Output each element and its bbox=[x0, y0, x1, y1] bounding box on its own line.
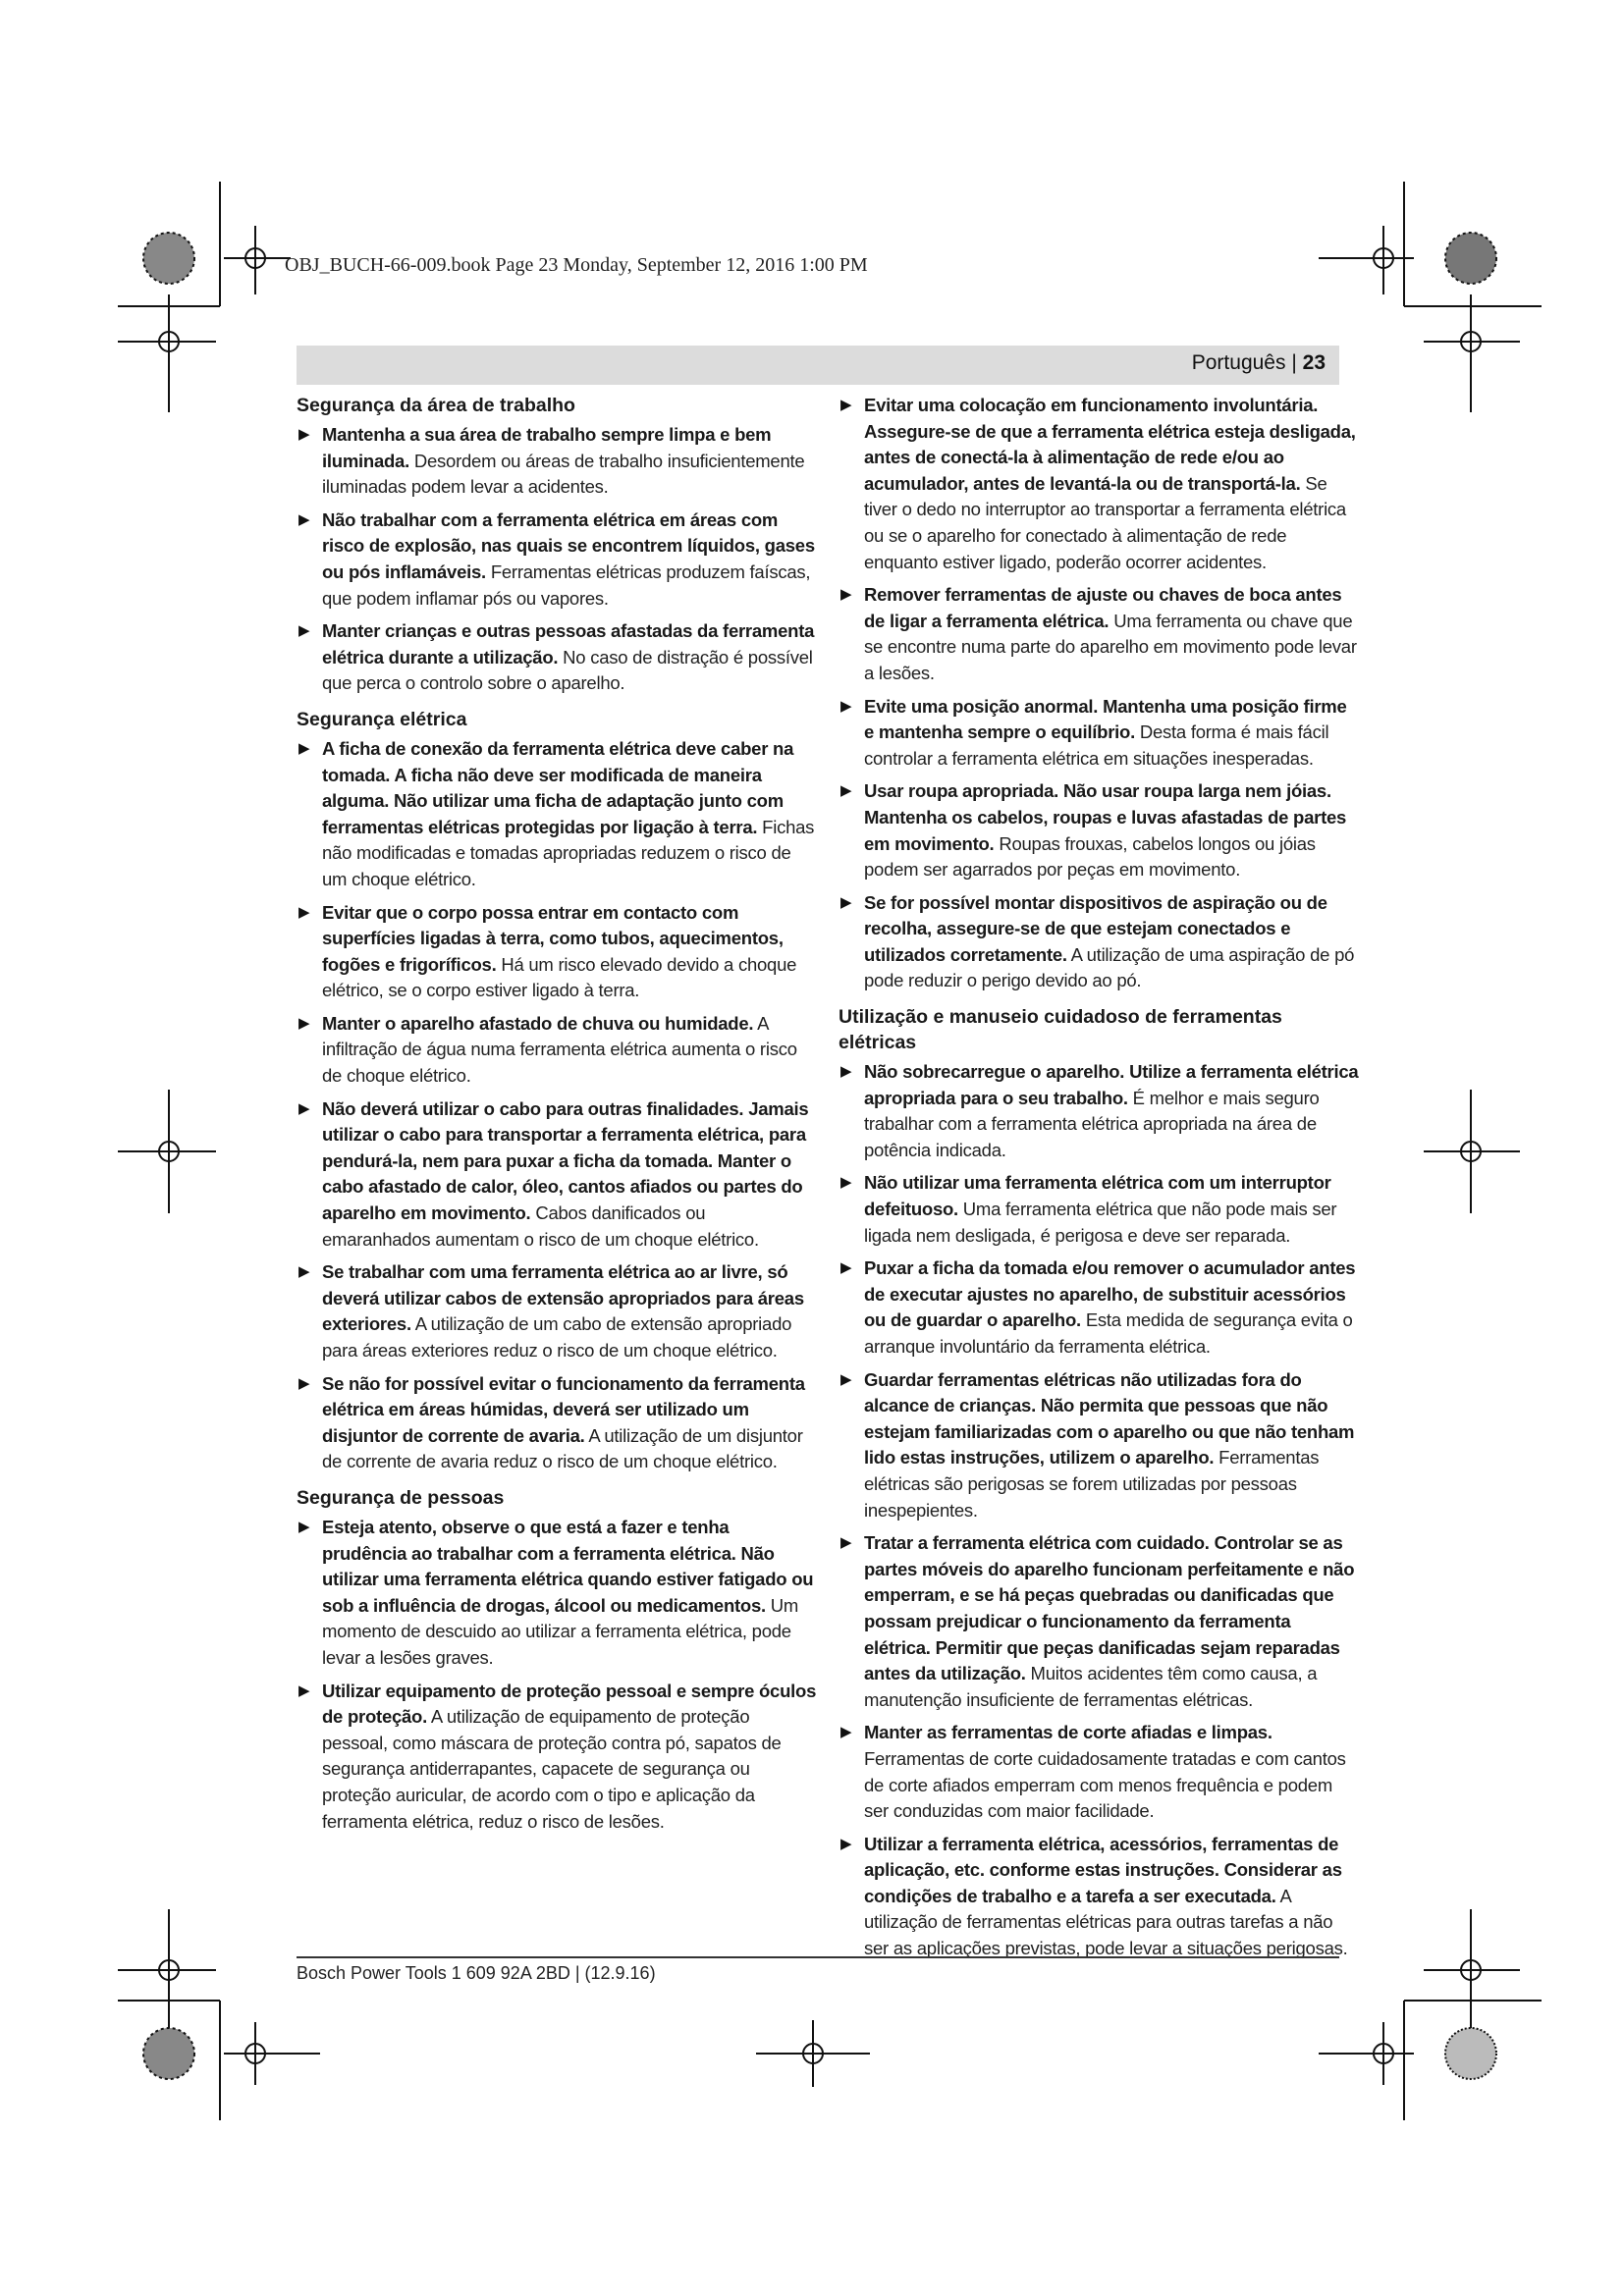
safety-item bbox=[839, 1255, 1359, 1360]
section-title: Segurança elétrica bbox=[297, 708, 467, 730]
item-bold-text: Não sobrecarregue o aparelho. Utilize a ferramenta elétrica apropriada para o seu trabalho. bbox=[864, 1061, 1359, 1108]
item-text: A utilização de um cabo de extensão apropriado para áreas exteriores reduz o risco de um choque elétrico. bbox=[322, 1313, 792, 1361]
item-bold-text: Remover ferramentas de ajuste ou chaves de boca antes de ligar a ferramenta elétrica. bbox=[864, 584, 1342, 631]
safety-item bbox=[297, 900, 817, 1004]
bullet-arrow-icon: ▶ bbox=[298, 1682, 310, 1699]
safety-item bbox=[297, 618, 817, 697]
footer-rule bbox=[297, 1956, 1339, 1958]
item-text: Há um risco elevado devido a choque elétrico, se o corpo estiver ligado à terra. bbox=[322, 953, 797, 1001]
item-text: A utilização de um disjuntor de corrente de avaria reduz o risco de um choque elétrico. bbox=[322, 1424, 803, 1472]
item-bold-text: Manter o aparelho afastado de chuva ou humidade. bbox=[322, 1012, 754, 1034]
safety-item bbox=[297, 736, 817, 893]
item-text: É melhor e mais seguro trabalhar com a ferramenta elétrica apropriada na área de potência indicada. bbox=[864, 1087, 1320, 1160]
item-text: Um momento de descuido ao utilizar a ferramenta elétrica, pode levar a lesões graves. bbox=[322, 1594, 799, 1668]
bullet-arrow-icon: ▶ bbox=[840, 893, 852, 911]
bullet-arrow-icon: ▶ bbox=[840, 1063, 852, 1081]
print-slug: OBJ_BUCH-66-009.book Page 23 Monday, September 12, 2016 1:00 PM bbox=[285, 254, 868, 276]
bullet-arrow-icon: ▶ bbox=[840, 1174, 852, 1192]
safety-item bbox=[297, 1011, 817, 1090]
safety-item bbox=[297, 1259, 817, 1363]
bullet-arrow-icon: ▶ bbox=[298, 622, 310, 640]
bullet-arrow-icon: ▶ bbox=[840, 1370, 852, 1388]
safety-item bbox=[297, 1371, 817, 1475]
bullet-arrow-icon: ▶ bbox=[298, 1374, 310, 1392]
item-text: A utilização de uma aspiração de pó pode reduzir o perigo devido ao pó. bbox=[864, 943, 1355, 991]
item-text: Cabos danificados ou emaranhados aumentam o risco de um choque elétrico. bbox=[322, 1202, 759, 1250]
left-column bbox=[297, 393, 817, 1842]
item-bold-text: Guardar ferramentas elétricas não utilizadas fora do alcance de crianças. Não permita que pessoas que não estejam familiarizadas com o aparelho ou que não tenham lido estas instruções, utilizem o aparelho. bbox=[864, 1368, 1355, 1468]
bullet-arrow-icon: ▶ bbox=[840, 397, 852, 413]
bullet-arrow-icon: ▶ bbox=[298, 1099, 310, 1117]
safety-item bbox=[839, 582, 1359, 686]
item-bold-text: Se trabalhar com uma ferramenta elétrica ao ar livre, só deverá utilizar cabos de extensão apropriados para áreas exteriores. bbox=[322, 1261, 804, 1335]
item-bold-text: Puxar a ficha da tomada e/ou remover o acumulador antes de executar ajustes no aparelho, de substituir acessórios ou de guardar o aparelho. bbox=[864, 1257, 1356, 1331]
bullet-arrow-icon: ▶ bbox=[298, 426, 310, 443]
safety-item bbox=[297, 1515, 817, 1672]
item-text: Desta forma é mais fácil controlar a ferramenta elétrica em situações inesperadas. bbox=[864, 721, 1329, 769]
item-bold-text: Evitar que o corpo possa entrar em contacto com superfícies ligadas à terra, como tubos, aquecimentos, fogões e frigoríficos. bbox=[322, 901, 784, 975]
item-text: Desordem ou áreas de trabalho insuficientemente iluminadas podem levar a acidentes. bbox=[322, 450, 805, 498]
item-bold-text: A ficha de conexão da ferramenta elétrica deve caber na tomada. A ficha não deve ser modificada de maneira alguma. Não utilizar uma ficha de adaptação junto com ferramentas elétricas protegidas por ligação à terra. bbox=[322, 737, 794, 837]
item-bold-text: Evitar uma colocação em funcionamento involuntária. Assegure-se de que a ferramenta elétrica esteja desligada, antes de conectá-la à alimentação de rede e/ou ao acumulador, antes de levantá-la ou de transportá-la. bbox=[864, 395, 1356, 494]
safety-item bbox=[839, 1170, 1359, 1249]
item-bold-text: Manter crianças e outras pessoas afastadas da ferramenta elétrica durante a utilização. bbox=[322, 620, 815, 667]
bullet-arrow-icon: ▶ bbox=[840, 1724, 852, 1741]
bullet-arrow-icon: ▶ bbox=[840, 697, 852, 715]
item-text: Fichas não modificadas e tomadas apropriadas reduzem o risco de um choque elétrico. bbox=[322, 816, 815, 889]
bullet-arrow-icon: ▶ bbox=[298, 1014, 310, 1032]
item-bold-text: Se for possível montar dispositivos de aspiração ou de recolha, assegure-se de que estejam conectados e utilizados corretamente. bbox=[864, 891, 1327, 965]
safety-item bbox=[839, 1059, 1359, 1163]
safety-item bbox=[297, 1096, 817, 1254]
item-text: Muitos acidentes têm como causa, a manutenção insuficiente de ferramentas elétricas. bbox=[864, 1663, 1318, 1710]
item-text: Ferramentas elétricas produzem faíscas, que podem inflamar pós ou vapores. bbox=[322, 561, 811, 609]
safety-item bbox=[839, 694, 1359, 773]
item-text: Ferramentas elétricas são perigosas se forem utilizadas por pessoas inespерientes. bbox=[864, 1447, 1320, 1521]
safety-item bbox=[839, 1367, 1359, 1524]
safety-item bbox=[839, 1832, 1359, 1962]
item-bold-text: Usar roupa apropriada. Não usar roupa larga nem jóias. Mantenha os cabelos, roupas e luvas afastadas de partes em movimento. bbox=[864, 780, 1347, 854]
safety-item bbox=[839, 393, 1359, 575]
header-language: Português bbox=[1191, 351, 1286, 374]
item-bold-text: Utilizar a ferramenta elétrica, acessórios, ferramentas de aplicação, etc. conforme estas instruções. Considerar as condições de trabalho e a tarefa a ser executada. bbox=[864, 1833, 1342, 1906]
item-text: A infiltração de água numa ferramenta elétrica aumenta o risco de choque elétrico. bbox=[322, 1012, 797, 1087]
item-bold-text: Esteja atento, observe o que está a fazer e tenha prudência ao trabalhar com a ferramenta elétrica. Não utilizar uma ferramenta elétrica quando estiver fatigado ou sob a influência de drogas, álcool ou medicamentos. bbox=[322, 1516, 814, 1616]
safety-item bbox=[839, 1720, 1359, 1824]
section-title: Segurança da área de trabalho bbox=[297, 395, 575, 416]
bullet-arrow-icon: ▶ bbox=[298, 739, 310, 757]
bullet-arrow-icon: ▶ bbox=[840, 586, 852, 604]
page-header bbox=[297, 346, 1339, 385]
item-bold-text: Tratar a ferramenta elétrica com cuidado. Controlar se as partes móveis do aparelho funcionam perfeitamente e não emperram, e se há peças quebradas ou danificadas que possam prejudicar o funcionamento da ferramenta elétrica. Permitir que peças danificadas sejam reparadas antes da utilização. bbox=[864, 1532, 1355, 1684]
right-column bbox=[839, 393, 1359, 1969]
section-title: Segurança de pessoas bbox=[297, 1486, 505, 1509]
item-text: No caso de distração é possível que perca o controlo sobre o aparelho. bbox=[322, 646, 813, 694]
bullet-arrow-icon: ▶ bbox=[840, 1259, 852, 1277]
item-bold-text: Mantenha a sua área de trabalho sempre limpa e bem iluminada. bbox=[322, 424, 772, 471]
item-text: Roupas frouxas, cabelos longos ou jóias podem ser agarrados por peças em movimento. bbox=[864, 832, 1316, 881]
bullet-arrow-icon: ▶ bbox=[840, 1835, 852, 1852]
item-text: Esta medida de segurança evita o arranque involuntário da ferramenta elétrica. bbox=[864, 1309, 1353, 1357]
item-text: Ferramentas de corte cuidadosamente tratadas e com cantos de corte afiados emperram com menos frequência e podem ser conduzidas com maior facilidade. bbox=[864, 1747, 1346, 1822]
item-text: A utilização de equipamento de proteção pessoal, como máscara de proteção contra pó, sapatos de segurança antiderrapantes, capacete de segurança ou proteção auricular, de acordo com o tipo e aplicação da ferramenta elétrica, reduz o risco de lesões. bbox=[322, 1706, 782, 1832]
bullet-arrow-icon: ▶ bbox=[840, 1534, 852, 1552]
header-separator: | bbox=[1291, 351, 1297, 374]
section-title: Utilização e manuseio cuidadoso de ferramentas elétricas bbox=[839, 1006, 1282, 1054]
item-bold-text: Não trabalhar com a ferramenta elétrica em áreas com risco de explosão, nas quais se encontrem líquidos, gases ou pós inflamáveis. bbox=[322, 508, 815, 582]
item-text: Se tiver o dedo no interruptor ao transportar a ferramenta elétrica ou se o aparelho for conectado à alimentação de rede enquanto estiver ligado, poderão ocorrer acidentes. bbox=[864, 472, 1346, 572]
safety-item bbox=[839, 890, 1359, 994]
safety-item bbox=[297, 507, 817, 612]
safety-item bbox=[839, 778, 1359, 882]
bullet-arrow-icon: ▶ bbox=[840, 782, 852, 800]
item-bold-text: Evite uma posição anormal. Mantenha uma posição firme e mantenha sempre o equilíbrio. bbox=[864, 695, 1347, 743]
bullet-arrow-icon: ▶ bbox=[298, 510, 310, 528]
footer-text: Bosch Power Tools 1 609 92A 2BD | (12.9.16) bbox=[297, 1963, 656, 1983]
bullet-arrow-icon: ▶ bbox=[298, 1263, 310, 1281]
safety-item bbox=[297, 1679, 817, 1836]
safety-item bbox=[297, 422, 817, 501]
item-bold-text: Não utilizar uma ferramenta elétrica com um interruptor defeituoso. bbox=[864, 1172, 1331, 1220]
header-language-page bbox=[1192, 351, 1326, 375]
bullet-arrow-icon: ▶ bbox=[298, 1518, 310, 1535]
item-bold-text: Se não for possível evitar o funcionamento da ferramenta elétrica em áreas húmidas, deverá ser utilizado um disjuntor de corrente de avaria. bbox=[322, 1372, 805, 1446]
item-bold-text: Manter as ferramentas de corte afiadas e limpas. bbox=[864, 1722, 1272, 1743]
safety-item bbox=[839, 1530, 1359, 1713]
item-bold-text: Não deverá utilizar o cabo para outras finalidades. Jamais utilizar o cabo para transportar a ferramenta elétrica, para pendurá-la, nem para puxar a ficha da tomada. Manter o cabo afastado de calor, óleo, cantos afiados ou partes do aparelho em movimento. bbox=[322, 1097, 809, 1224]
item-text: A utilização de ferramentas elétricas para outras tarefas a não ser as aplicações previstas, pode levar a situações perigosas. bbox=[864, 1885, 1348, 1959]
item-bold-text: Utilizar equipamento de proteção pessoal e sempre óculos de proteção. bbox=[322, 1680, 817, 1728]
item-text: Uma ferramenta elétrica que não pode mais ser ligada nem desligada, é perigosa e deve ser reparada. bbox=[864, 1199, 1337, 1246]
page-number: 23 bbox=[1302, 351, 1326, 374]
item-text: Uma ferramenta ou chave que se encontre numa parte do aparelho em movimento pode levar a lesões. bbox=[864, 610, 1357, 683]
bullet-arrow-icon: ▶ bbox=[298, 903, 310, 921]
